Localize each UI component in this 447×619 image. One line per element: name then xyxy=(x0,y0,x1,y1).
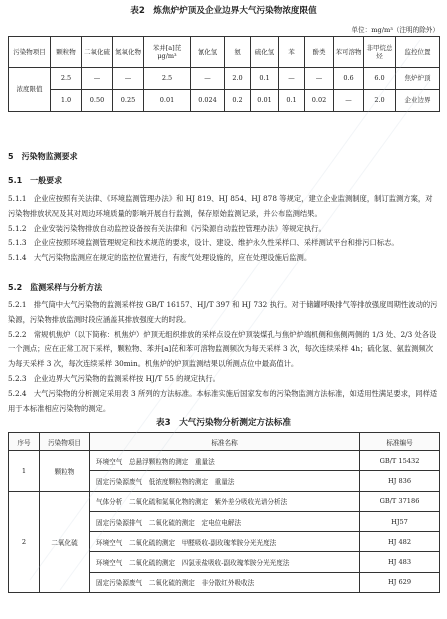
table3-title: 表3 大气污染物分析测定方法标准 xyxy=(156,418,291,428)
table-cell: 1.0 xyxy=(51,90,82,112)
row-label: 浓度限值 xyxy=(9,68,51,112)
method-name: 固定污染源排气 二氧化硫的测定 定电位电解法 xyxy=(90,511,360,531)
table2-header-cell: 氮氧化物 xyxy=(113,37,144,68)
table-cell: 0.02 xyxy=(305,90,334,112)
table-row xyxy=(9,68,440,90)
table3-header-cell: 污染物项目 xyxy=(40,433,90,451)
clause-5-2-3: 5.2.3 企业边界大气污染物的监测采样按 HJ/T 55 的规定执行。 xyxy=(8,373,220,383)
table-cell: 0.1 xyxy=(279,90,305,112)
table2-unit: 单位：mg/m³（注明的除外） xyxy=(351,26,439,34)
table-cell: — xyxy=(191,68,225,90)
table-cell: — xyxy=(82,68,113,90)
pollutant-item: 二氧化硫 xyxy=(40,491,90,592)
standard-number: GB/T 15432 xyxy=(360,451,440,471)
table2-header-cell: 非甲烷总烃 xyxy=(364,37,396,68)
table2-header-cell: 苯 xyxy=(279,37,305,68)
table-cell: 2.5 xyxy=(144,68,191,90)
table3-header-cell: 序号 xyxy=(9,433,40,451)
table-row xyxy=(9,451,440,471)
standard-number: HJ 482 xyxy=(360,532,440,552)
table-cell: 2.0 xyxy=(364,90,396,112)
table-cell: 焦炉炉顶 xyxy=(396,68,440,90)
table2-header-cell: 苯可溶物 xyxy=(334,37,364,68)
table-row xyxy=(9,491,440,511)
table3-header-cell: 标准名称 xyxy=(90,433,360,451)
clause-5-2-2: 5.2.2 常规机焦炉（以下简称：机焦炉）炉顶无组织排放的采样点设在炉顶装煤孔与焦炉炉端机侧和焦侧两侧的 1/3 处、2/3 处各设一个测点；应在正常工况下采样，颗粒物、苯并[a]芘和苯可溶物监测频次为每天采样 3 次，每次连续采样 4h；硫化氢、氨监测频次为每天采样 3 次，每次连续采样 30min。机焦炉的炉顶监测结果以所测点位中最高值计。 xyxy=(8,329,437,369)
analysis-methods-table xyxy=(8,432,440,593)
emission-limits-table xyxy=(8,36,440,112)
clause-5-1-4: 5.1.4 大气污染物监测应在规定的监控位置进行，有废气处理设施的，应在处理设施后监测。 xyxy=(8,253,312,263)
table-cell: 0.50 xyxy=(82,90,113,112)
table2-header-cell: 酚类 xyxy=(305,37,334,68)
table-cell: 2.0 xyxy=(225,68,251,90)
table2-title: 表2 炼焦炉炉顶及企业边界大气污染物浓度限值 xyxy=(130,6,317,16)
clause-5-1-1: 5.1.1 企业应按照有关法律、《环境监测管理办法》和 HJ 819、HJ 854、HJ 878 等规定，建立企业监测制度，制订监测方案，对污染物排放状况及其对周边环境质量的影响开展自行监测，保存原始监测记录，并公布监测结果。 xyxy=(8,194,433,218)
table2-header-cell: 氰化氢 xyxy=(191,37,225,68)
table-cell: — xyxy=(279,68,305,90)
table-cell: 企业边界 xyxy=(396,90,440,112)
table3-header-row xyxy=(9,433,440,451)
group-number: 1 xyxy=(9,451,40,492)
table2-header-cell: 二氧化硫 xyxy=(82,37,113,68)
table-cell: 0.6 xyxy=(334,68,364,90)
table-cell: 0.25 xyxy=(113,90,144,112)
table-cell: 0.024 xyxy=(191,90,225,112)
table-cell: 0.01 xyxy=(144,90,191,112)
table-cell: 2.5 xyxy=(51,68,82,90)
table-cell: — xyxy=(305,68,334,90)
clause-5-2-1: 5.2.1 排气筒中大气污染物的监测采样按 GB/T 16157、HJ/T 397 和 HJ 732 执行。对于储罐呼吸排气等排放强度周期性波动的污染源，污染物排放监测时段应涵盖其排放强度大的时段。 xyxy=(8,300,438,324)
clause-5-1-2: 5.1.2 企业安装污染物排放自动监控设备按有关法律和《污染源自动监控管理办法》等规定执行。 xyxy=(8,223,326,233)
table-cell: 0.1 xyxy=(251,68,279,90)
section5-1-heading: 5.1 一般要求 xyxy=(8,176,63,185)
table-row xyxy=(9,90,440,112)
group-number: 2 xyxy=(9,491,40,592)
table-cell: 0.01 xyxy=(251,90,279,112)
table-cell: 6.0 xyxy=(364,68,396,90)
standard-number: GB/T 37186 xyxy=(360,491,440,511)
standard-number: HJ 836 xyxy=(360,471,440,491)
table-cell: — xyxy=(113,68,144,90)
method-name: 固定污染源废气 低浓度颗粒物的测定 重量法 xyxy=(90,471,360,491)
method-name: 环境空气 二氧化硫的测定 四氯汞盐吸收-副玫瑰苯胺分光光度法 xyxy=(90,552,360,572)
table3-header-cell: 标准编号 xyxy=(360,433,440,451)
table-cell: 0.2 xyxy=(225,90,251,112)
table2-header-cell: 苯并[a]芘 μg/m³ xyxy=(144,37,191,68)
section5-heading: 5 污染物监测要求 xyxy=(8,152,78,161)
section5-2-body xyxy=(8,298,439,416)
table2-header-cell: 颗粒物 xyxy=(51,37,82,68)
method-name: 气体分析 二氧化硫和氮氧化物的测定 紫外差分吸收光谱分析法 xyxy=(90,491,360,511)
method-name: 固定污染源废气 二氧化硫的测定 非分散红外吸收法 xyxy=(90,572,360,592)
table2-header-row xyxy=(9,37,440,68)
table2-header-cell: 氨 xyxy=(225,37,251,68)
standard-number: HJ 483 xyxy=(360,552,440,572)
clause-5-2-4: 5.2.4 大气污染物的分析测定采用表 3 所列的方法标准。本标准实施后国家发布的污染物监测方法标准，如适用性满足要求，同样适用于本标准相应污染物的测定。 xyxy=(8,388,438,413)
section5-1-body xyxy=(8,192,439,266)
pollutant-item: 颗粒物 xyxy=(40,451,90,492)
table2-header-cell: 监控位置 xyxy=(396,37,440,68)
table-cell: — xyxy=(334,90,364,112)
standard-number: HJ57 xyxy=(360,511,440,531)
standard-number: HJ 629 xyxy=(360,572,440,592)
clause-5-1-3: 5.1.3 企业应按照环境监测管理规定和技术规范的要求，设计、建设、维护永久性采样口、采样测试平台和排污口标志。 xyxy=(8,238,399,248)
table2-header-cell: 污染物项目 xyxy=(9,37,51,68)
method-name: 环境空气 总悬浮颗粒物的测定 重量法 xyxy=(90,451,360,471)
section5-2-heading: 5.2 监测采样与分析方法 xyxy=(8,283,103,292)
method-name: 环境空气 二氧化硫的测定 甲醛吸收-副玫瑰苯胺分光光度法 xyxy=(90,532,360,552)
table2-header-cell: 硫化氢 xyxy=(251,37,279,68)
